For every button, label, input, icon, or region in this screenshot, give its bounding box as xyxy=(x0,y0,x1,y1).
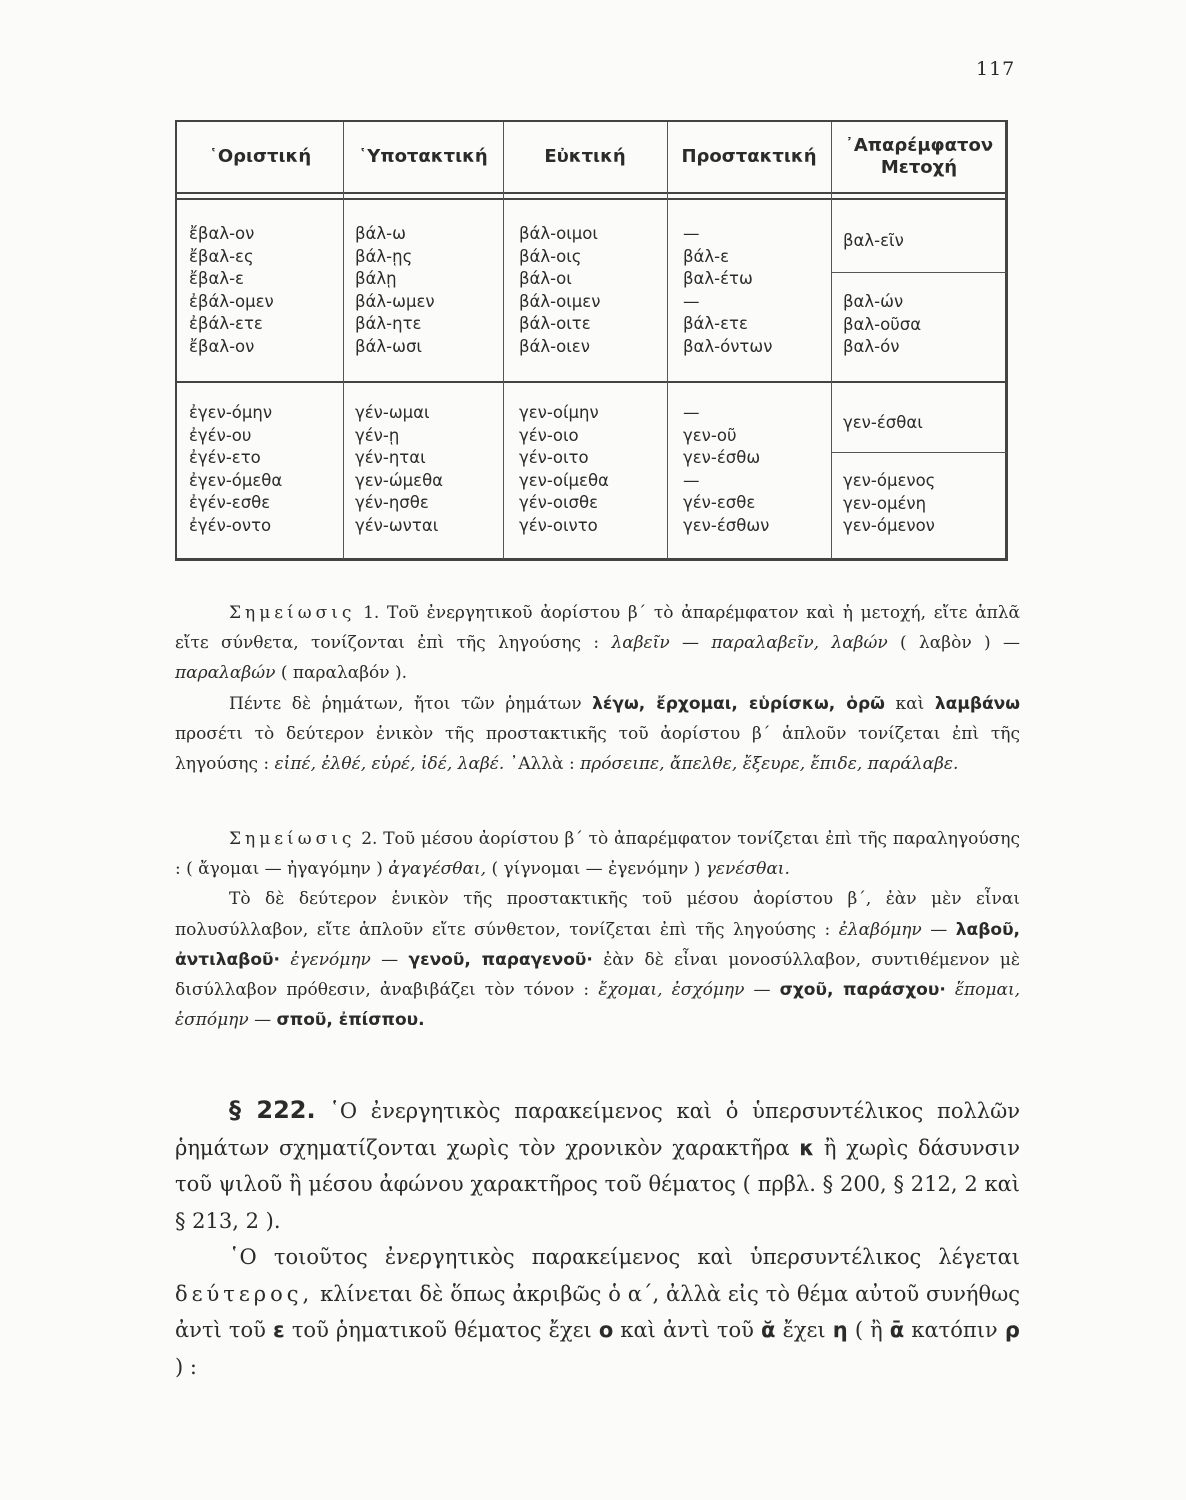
note-1-text: Τοῦ ἐνεργητικοῦ ἀορίστου β΄ τὸ ἀπαρέμφατον καὶ ἡ μετοχή, εἴτε ἁπλᾶ εἴτε σύνθετα, τονίζονται ἐπὶ τῆς ληγούσης : xyxy=(175,603,1020,654)
section-222 xyxy=(175,1092,1020,1385)
section-text: καὶ ἀντὶ τοῦ xyxy=(620,1318,754,1342)
section-text: κλίνεται δὲ ὅπως ἀκριβῶς ὁ α΄, ἀλλὰ εἰς τὸ θέμα αὐτοῦ συνήθως ἀντὶ τοῦ xyxy=(175,1281,1020,1342)
header-rule-double xyxy=(177,198,1005,200)
note-2-text: ἐὰν δὲ εἶναι μονοσύλλαβον, συντιθέμενον μὲ δισύλλαβον πρόθεσιν, ἀναβιβάζει τὸν τόνον : xyxy=(175,949,1021,1001)
note-1-example: παραλαβών xyxy=(175,663,276,684)
section-para2 xyxy=(175,1239,1020,1385)
section-text: ῾Ο τοιοῦτος ἐνεργητικὸς παρακείμενος καὶ ὑπερσυντέλικος λέγεται xyxy=(229,1245,1020,1269)
note-1-para2 xyxy=(175,689,1020,780)
conjugation-table xyxy=(175,120,1008,561)
note-2-example: ἔχομαι, ἐσχόμην — xyxy=(598,980,771,1001)
note-1-text: ᾿Αλλὰ : xyxy=(509,754,575,775)
note-2-bold: σποῦ, ἐπίσπου. xyxy=(276,1010,425,1031)
header-efktiki: Εὐκτική xyxy=(544,146,626,167)
g1-metochi: βαλ-ών βαλ-οῦσα βαλ-όν xyxy=(843,292,922,357)
header-aparemfaton: ᾿Απαρέμφατον xyxy=(844,135,994,156)
note-2-label: Σημείωσις xyxy=(229,829,356,849)
note-2-bold: λαβοῦ, ἀντιλαβοῦ· xyxy=(175,919,1021,970)
g2-oristiki: ἐγεν-όμην ἐγέν-ου ἐγέν-ετο ἐγεν-όμεθα ἐγέν-εσθε ἐγέν-οντο xyxy=(189,403,283,535)
g2-aparemfaton: γεν-έσθαι xyxy=(843,413,923,432)
note-1-para xyxy=(175,598,1020,689)
section-term: δεύτερος, xyxy=(175,1281,314,1306)
section-text: κατόπιν xyxy=(911,1318,998,1342)
note-1-text: ( λαβὸν ) — xyxy=(900,633,1020,654)
section-number: § 222. xyxy=(229,1096,316,1124)
header-oristiki: ῾Οριστική xyxy=(208,146,312,167)
header-metochi: Μετοχή xyxy=(880,157,958,178)
header-ypotaktiki: ῾Υποτακτική xyxy=(358,146,488,167)
note-2-example: ἕπομαι, ἑσπόμην — xyxy=(175,980,1021,1031)
note-1-verbs: λέγω, ἔρχομαι, εὑρίσκω, ὁρῶ xyxy=(592,693,885,714)
note-2-para2 xyxy=(175,884,1020,1035)
col-divider xyxy=(667,122,668,559)
section-text: ( xyxy=(854,1318,864,1342)
note-1-label: Σημείωσις xyxy=(229,603,356,623)
g1-efktiki: βάλ-οιμοι βάλ-οις βάλ-οι βάλ-οιμεν βάλ-οιτε βάλ-οιεν xyxy=(519,224,601,356)
section-text: ῾Ο ἐνεργητικὸς παρακείμενος καὶ ὁ ὑπερσυντέλικος πολλῶν ῥημάτων σχηματίζονται χωρὶς τὸν χρονικὸν χαρακτῆρα xyxy=(175,1099,1020,1160)
note-1-example: πρόσειπε, ἄπελθε, ἔξευρε, ἔπιδε, παράλαβε. xyxy=(580,754,959,775)
col-divider xyxy=(343,122,344,559)
note-1-text: ( παραλαβόν ). xyxy=(280,663,408,684)
section-text: ἢ χωρὶς δάσυνσιν τοῦ ψιλοῦ ἢ μέσου ἀφώνου χαρακτῆρος τοῦ θέματος ( πρβλ. § 200, § 212, 2 καὶ § 213, 2 ). xyxy=(175,1135,1020,1233)
note-1-text: προσέτι τὸ δεύτερον ἑνικὸν τῆς προστακτικῆς τοῦ ἀορίστου β΄ ἁπλοῦν τονίζεται ἐπὶ τῆς ληγούσης : xyxy=(175,723,1020,775)
header-prostaktiki: Προστακτική xyxy=(681,146,817,167)
header-rule xyxy=(177,192,1005,194)
note-2-bold: σχοῦ, παράσχου· xyxy=(779,980,946,1001)
section-text: ) : xyxy=(175,1354,197,1379)
section-letter: ᾰ xyxy=(761,1318,776,1342)
note-1-text: καὶ xyxy=(895,693,925,714)
note-2-para xyxy=(175,824,1020,884)
note-2-text: ( γίγνομαι — ἐγενόμην ) xyxy=(491,859,701,880)
section-letter: η xyxy=(832,1318,848,1342)
note-2-example: ἐγενόμην — xyxy=(290,949,399,970)
section-text: ἔχει xyxy=(782,1318,826,1342)
section-text: τοῦ ῥηματικοῦ θέματος ἔχει xyxy=(291,1318,592,1342)
g1-oristiki: ἔβαλ-ον ἔβαλ-ες ἔβαλ-ε ἐβάλ-ομεν ἐβάλ-ετε ἔβαλ-ον xyxy=(189,224,274,356)
note-2-bold: γενοῦ, παραγενοῦ· xyxy=(408,949,593,970)
section-letter: ο xyxy=(598,1318,614,1342)
section-text: ἢ xyxy=(870,1318,883,1342)
note-2-example: ἐλαβόμην — xyxy=(838,919,948,940)
note-1-number: 1. xyxy=(363,603,380,623)
g2-efktiki: γεν-οίμην γέν-οιο γέν-οιτο γεν-οίμεθα γέν-οισθε γέν-οιντο xyxy=(519,403,609,535)
section-letter: ᾱ xyxy=(889,1318,905,1342)
note-2-text: Τοῦ μέσου ἀορίστου β΄ τὸ ἀπαρέμφατον τονίζεται ἐπὶ τῆς παραληγούσης : ( ἄγομαι — ἠγαγόμην ) xyxy=(175,829,1020,880)
header-aparemfaton-metochi xyxy=(831,122,1007,192)
note-2-example: ἀγαγέσθαι, xyxy=(388,859,487,880)
inf-part-divider xyxy=(831,452,1007,453)
note-1 xyxy=(175,598,1020,779)
group-rule xyxy=(177,381,1005,383)
note-1-example: εἰπέ, ἐλθέ, εὑρέ, ἰδέ, λαβέ. xyxy=(274,754,505,775)
section-letter: ε xyxy=(273,1318,285,1342)
col-divider xyxy=(503,122,504,559)
page-number: 117 xyxy=(976,58,1016,80)
note-2-example: γενέσθαι. xyxy=(705,859,790,880)
g1-prostaktiki: — βάλ-ε βαλ-έτω — βάλ-ετε βαλ-όντων xyxy=(683,224,773,356)
note-2-text: Τὸ δὲ δεύτερον ἑνικὸν τῆς προστακτικῆς τοῦ μέσου ἀορίστου β΄, ἐὰν μὲν εἶναι πολυσύλλαβον, εἴτε ἁπλοῦν εἴτε σύνθετον, τονίζεται ἐπὶ τῆς ληγούσης : xyxy=(175,889,1020,940)
note-1-verb: λαμβάνω xyxy=(934,693,1021,714)
g1-aparemfaton: βαλ-εῖν xyxy=(843,231,904,250)
g2-metochi: γεν-όμενος γεν-ομένη γεν-όμενον xyxy=(843,471,936,536)
section-letter: κ xyxy=(799,1135,815,1160)
note-2 xyxy=(175,824,1020,1035)
note-1-text: Πέντε δὲ ῥημάτων, ἤτοι τῶν ῥημάτων xyxy=(229,693,582,714)
col-divider xyxy=(831,122,832,559)
table-header xyxy=(177,122,1005,192)
g2-ypotaktiki: γέν-ωμαι γέν-ῃ γέν-ηται γεν-ώμεθα γέν-ησθε γέν-ωνται xyxy=(355,403,444,535)
section-letter: ρ xyxy=(1004,1318,1020,1342)
section-para xyxy=(175,1092,1020,1239)
note-1-example: λαβεῖν — παραλαβεῖν, λαβών xyxy=(611,633,888,654)
inf-part-divider xyxy=(831,272,1007,273)
g2-prostaktiki: — γεν-οῦ γεν-έσθω — γέν-εσθε γεν-έσθων xyxy=(683,403,770,535)
g1-ypotaktiki: βάλ-ω βάλ-ῃς βάλῃ βάλ-ωμεν βάλ-ητε βάλ-ωσι xyxy=(355,224,435,356)
note-2-number: 2. xyxy=(361,829,378,849)
